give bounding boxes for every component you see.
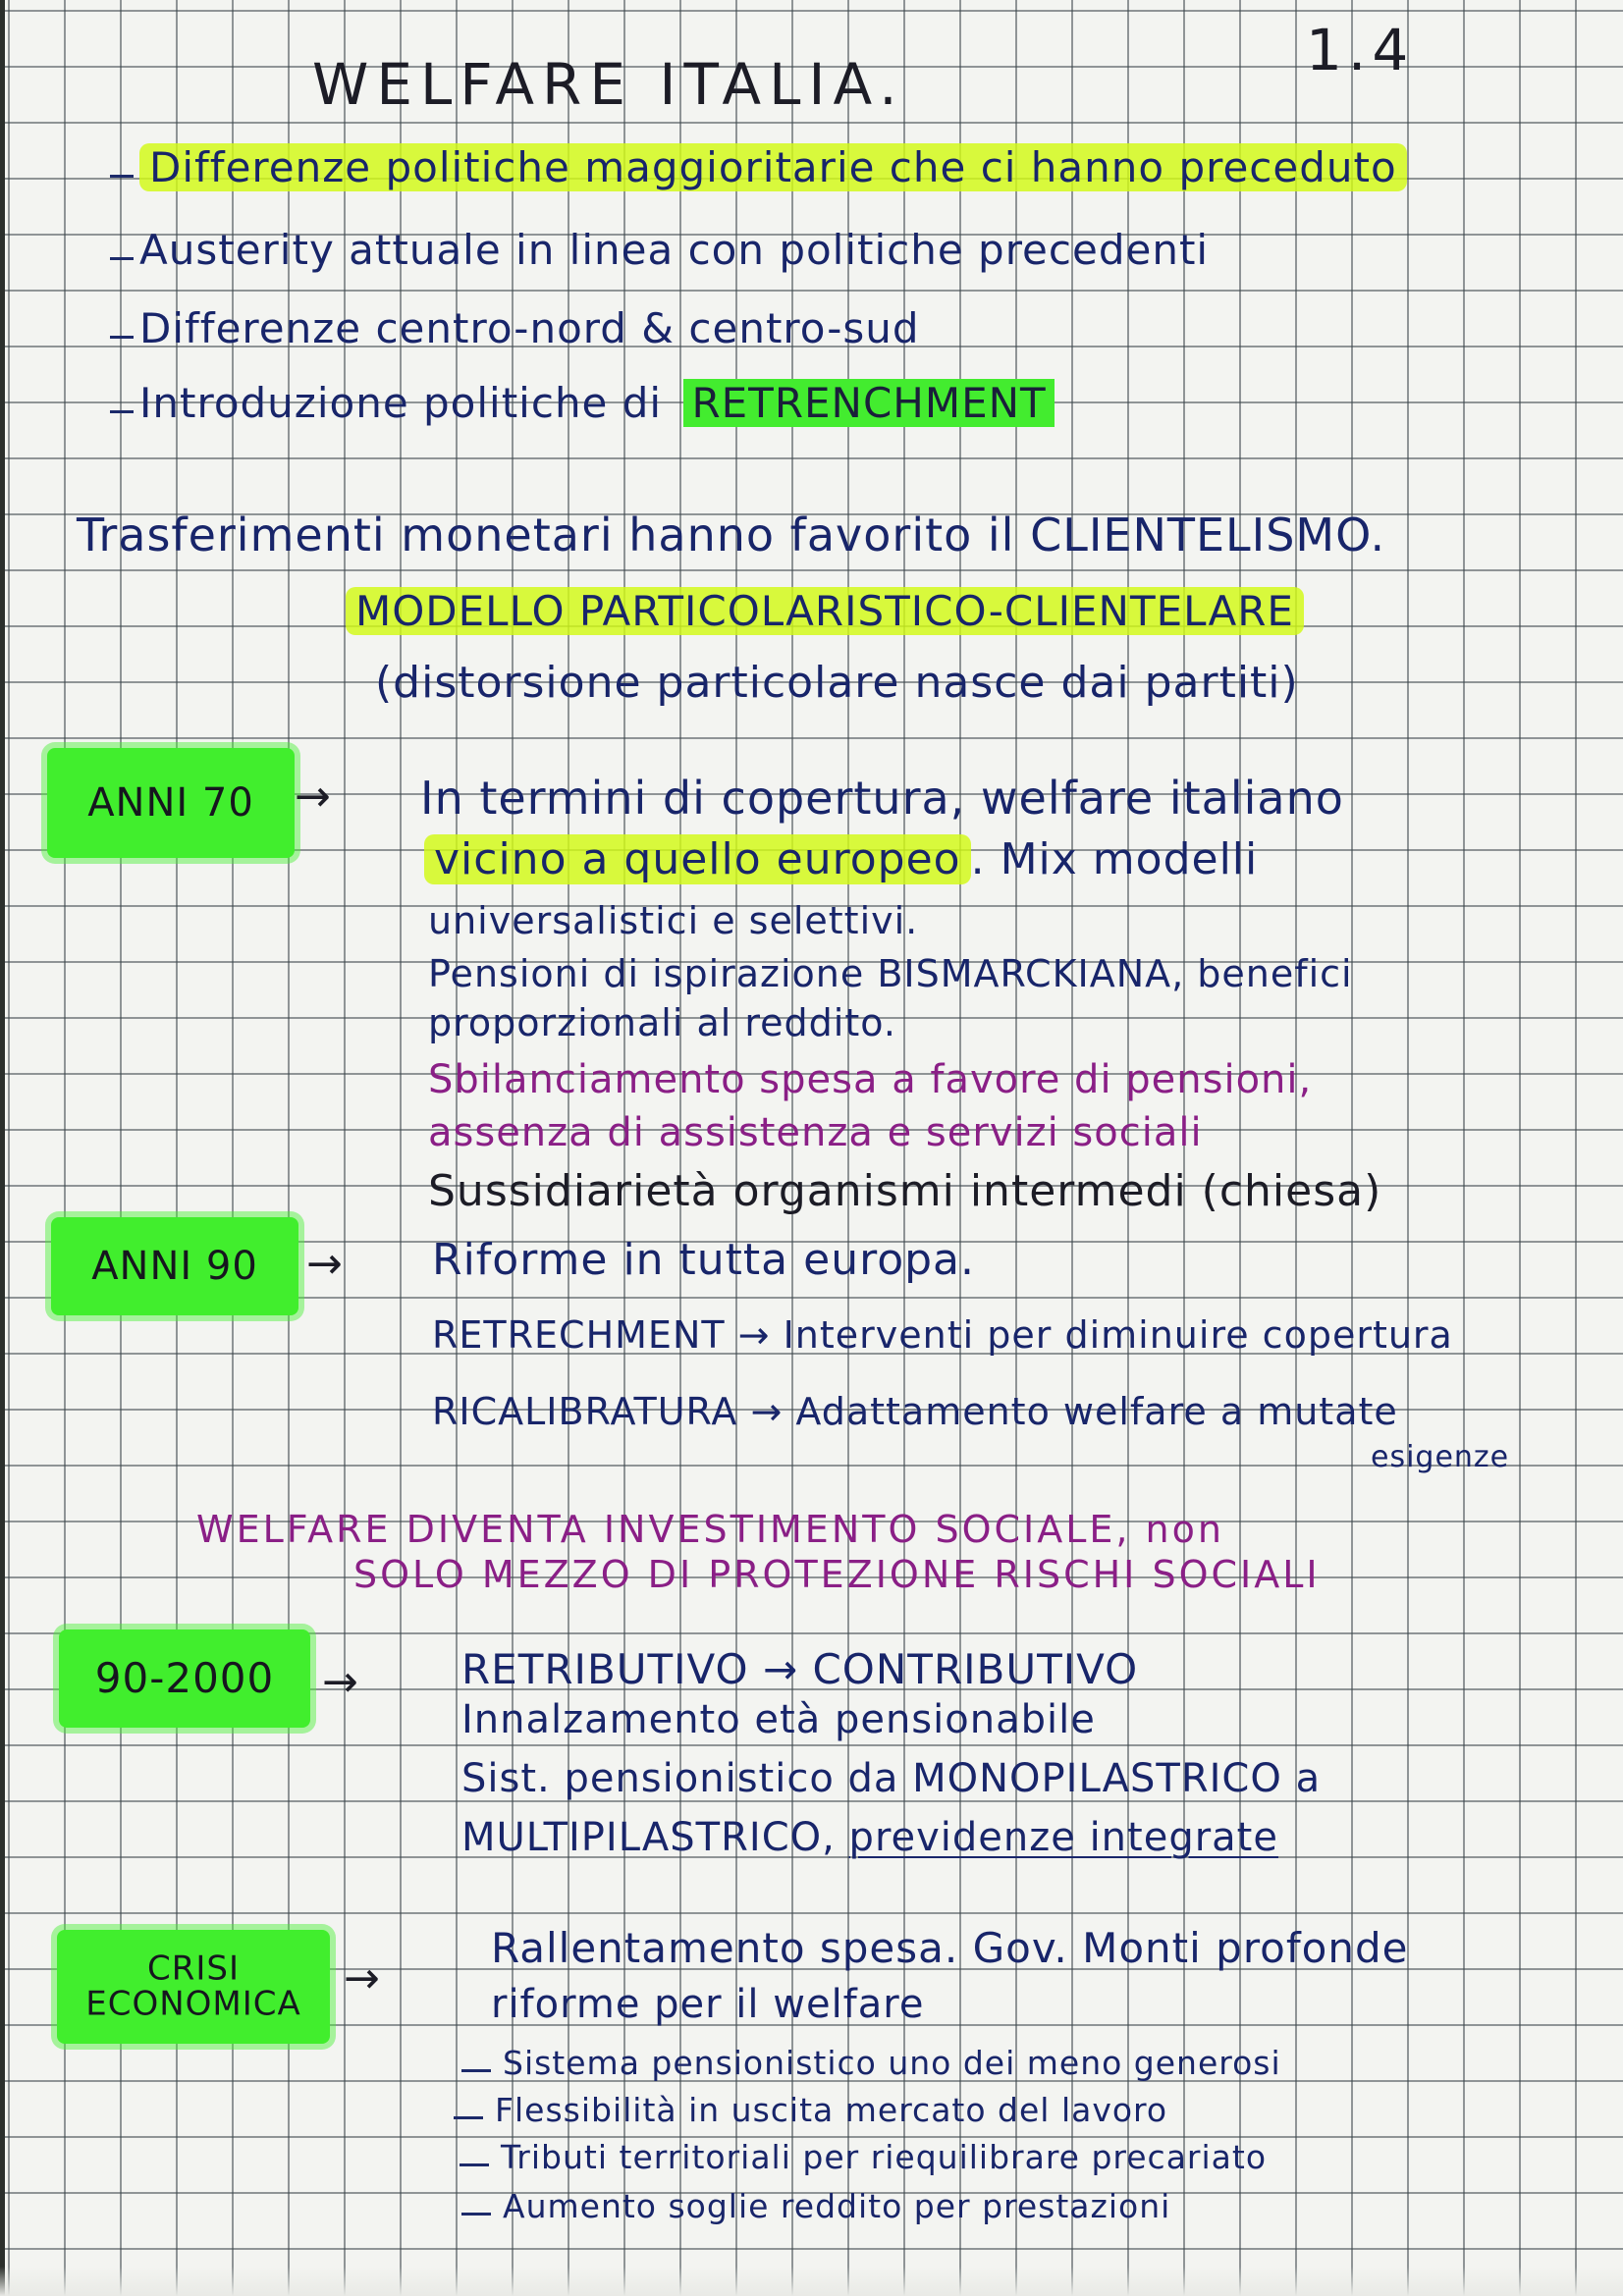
period-line: vicino a quello europeo . Mix modelli [424, 836, 1258, 883]
bullet-dash [110, 410, 134, 413]
period-tag: CRISI ECONOMICA [57, 1930, 330, 2044]
period-line: Pensioni di ispirazione BISMARCKIANA, benefici [428, 952, 1353, 995]
period-line: RETRECHMENT → Interventi per diminuire copertura [432, 1313, 1453, 1357]
retrenchment-highlight: RETRENCHMENT [683, 379, 1054, 427]
period-line: RETRIBUTIVO → CONTRIBUTIVO [461, 1645, 1139, 1693]
period-line: Sist. pensionistico da MONOPILASTRICO a [461, 1756, 1322, 1801]
modello-note: (distorsione particolare nasce dai partiti) [375, 658, 1299, 708]
clientelismo-line: Trasferimenti monetari hanno favorito il CLIENTELISMO. [77, 508, 1386, 561]
bullet-dash [110, 336, 134, 339]
period-line: RICALIBRATURA → Adattamento welfare a mutate [432, 1390, 1398, 1433]
page-edge [0, 0, 5, 2296]
period-line: Sistema pensionistico uno dei meno generosi [503, 2044, 1281, 2082]
welfare-statement-line: SOLO MEZZO DI PROTEZIONE RISCHI SOCIALI [353, 1553, 1321, 1596]
page-number: 1.4 [1306, 17, 1415, 83]
intro-point: Austerity attuale in linea con politiche precedenti [139, 226, 1210, 274]
bullet-dash [461, 2069, 491, 2072]
period-line: Rallentamento spesa. Gov. Monti profonde [491, 1924, 1409, 1972]
period-line: MULTIPILASTRICO, previdenze integrate [461, 1815, 1278, 1860]
period-line: Tributi territoriali per riequilibrare precariato [501, 2138, 1268, 2176]
period-line: Flessibilità in uscita mercato del lavoro [495, 2091, 1168, 2129]
period-line: universalistici e selettivi. [428, 899, 919, 942]
intro-point: Differenze politiche maggioritarie che ci hanno preceduto [139, 145, 1407, 190]
intro-point: Introduzione politiche di RETRENCHMENT [139, 381, 1055, 426]
page-title: WELFARE ITALIA. [312, 51, 905, 118]
bullet-dash [110, 257, 134, 260]
period-tag: ANNI 70 [47, 748, 295, 858]
period-line: riforme per il welfare [491, 1982, 925, 2027]
bullet-dash [461, 2213, 491, 2216]
arrow-right-icon: → [344, 1953, 380, 2003]
modello-title: MODELLO PARTICOLARISTICO-CLIENTELARE [346, 589, 1304, 634]
period-line: In termini di copertura, welfare italiano [420, 772, 1344, 825]
period-line: proporzionali al reddito. [428, 1001, 896, 1044]
arrow-right-icon: → [295, 772, 331, 822]
period-line: Riforme in tutta europa. [432, 1235, 976, 1285]
arrow-right-icon: → [322, 1657, 358, 1707]
intro-point: Differenze centro-nord & centro-sud [139, 304, 920, 352]
period-line: assenza di assistenza e servizi sociali [428, 1110, 1203, 1155]
period-tag: 90-2000 [59, 1629, 310, 1728]
page-bottom-edge [0, 2267, 1623, 2296]
bullet-dash [454, 2116, 483, 2119]
period-tag: ANNI 90 [51, 1217, 298, 1315]
bullet-dash [110, 175, 134, 178]
period-line: Aumento soglie reddito per prestazioni [503, 2187, 1171, 2225]
period-line: Sussidiarietà organismi intermedi (chiesa) [428, 1166, 1382, 1216]
arrow-right-icon: → [306, 1239, 343, 1289]
welfare-statement-line: WELFARE DIVENTA INVESTIMENTO SOCIALE, non [196, 1508, 1224, 1551]
bullet-dash [460, 2163, 489, 2166]
period-line: Innalzamento età pensionabile [461, 1697, 1096, 1742]
period-line: esigenze [1371, 1440, 1510, 1474]
period-line: Sbilanciamento spesa a favore di pensioni, [428, 1057, 1313, 1102]
